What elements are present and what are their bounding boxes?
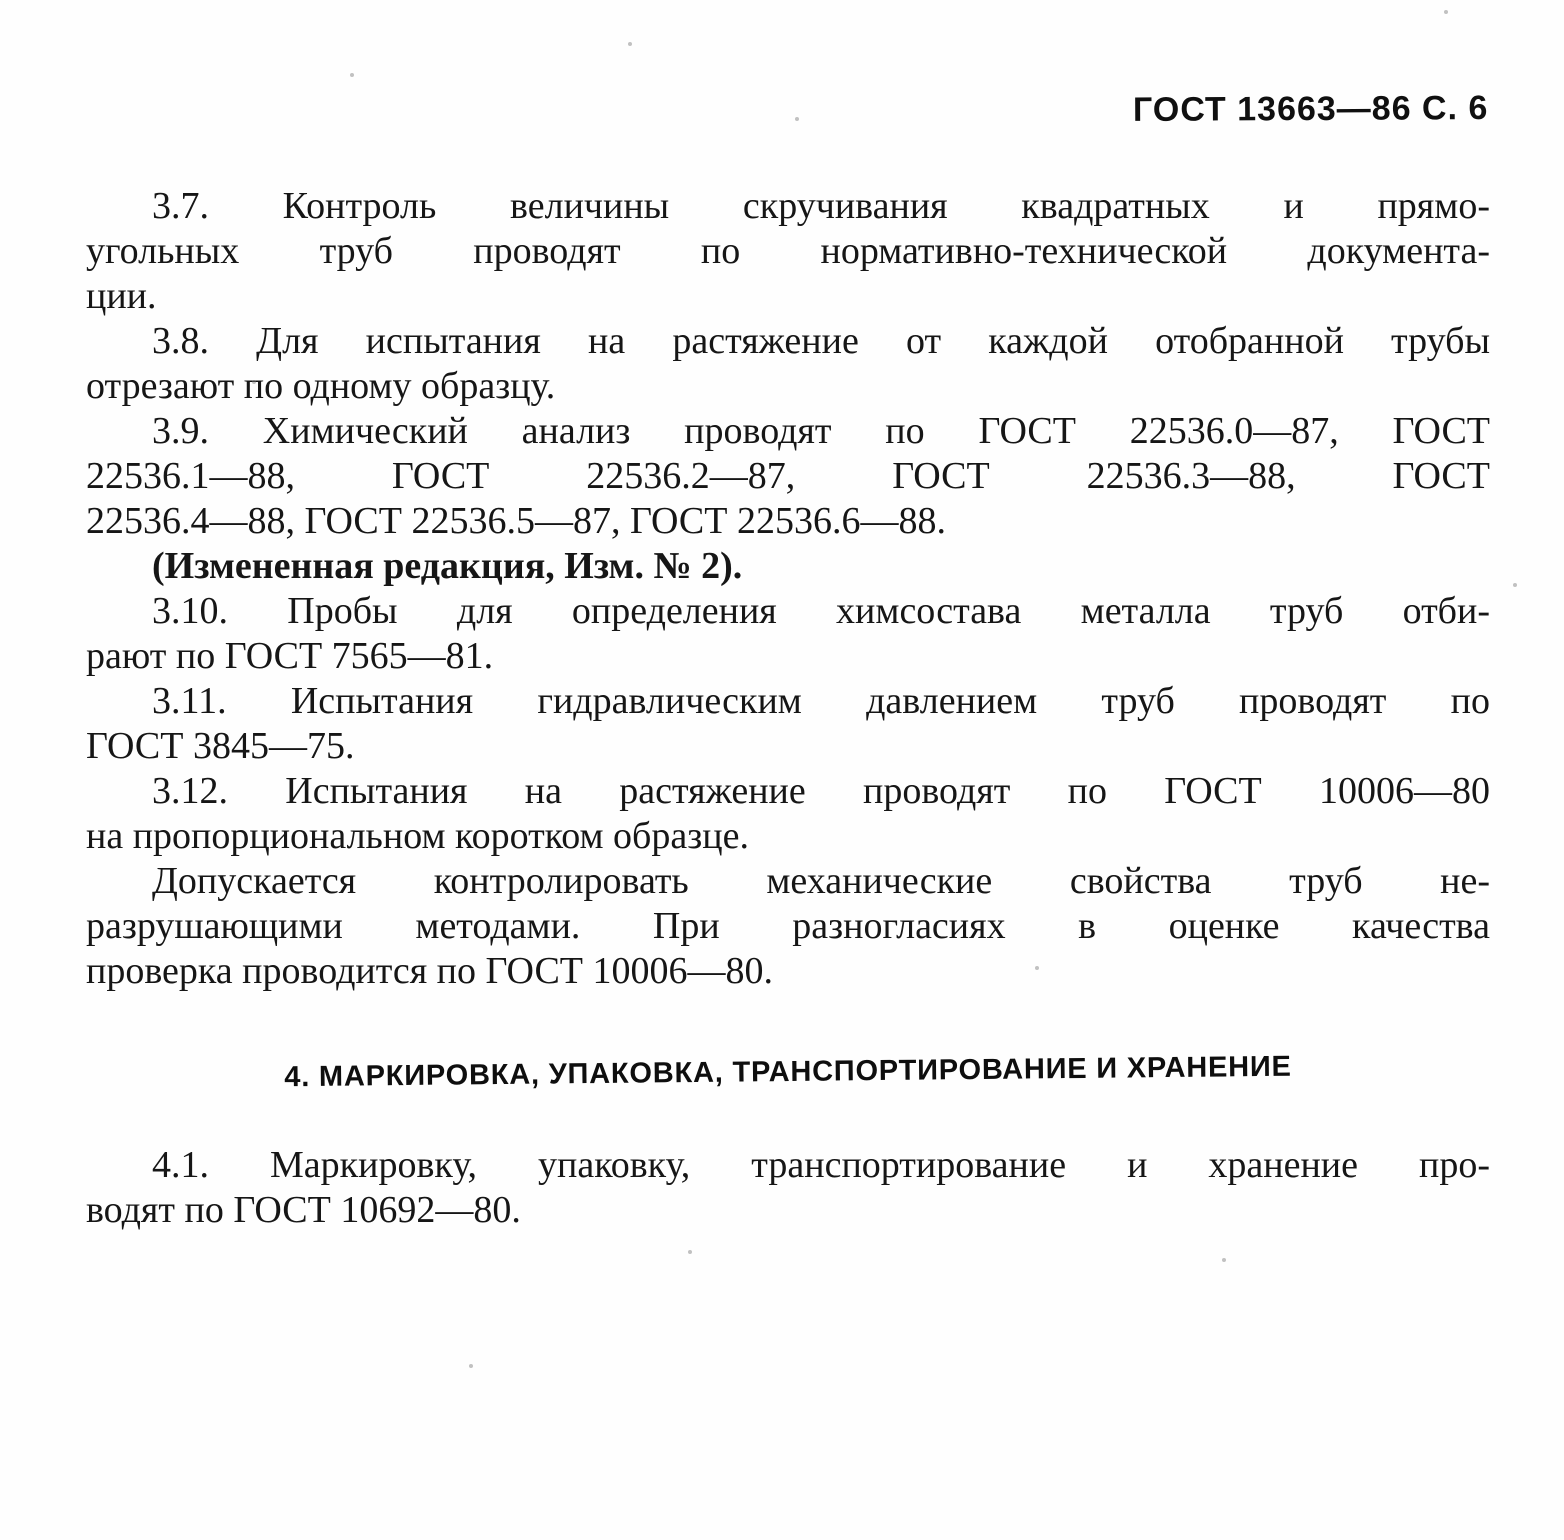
page-header-gost-number: ГОСТ 13663—86 С. 6 xyxy=(1132,89,1489,129)
text-line: 3.9. Химический анализ проводят по ГОСТ 22536.0—87, ГОСТ xyxy=(152,410,1490,452)
text-line: ГОСТ 3845—75. xyxy=(86,725,355,767)
text-line: 22536.1—88, ГОСТ 22536.2—87, ГОСТ 22536.3—88, ГОСТ xyxy=(86,455,1490,497)
text-line: на пропорциональном коротком образце. xyxy=(86,815,749,857)
scan-speck xyxy=(688,1250,692,1254)
scan-speck xyxy=(795,117,799,121)
text-line: 3.7. Контроль величины скручивания квадратных и прямо- xyxy=(152,185,1490,227)
scan-speck xyxy=(1222,1258,1226,1262)
text-line: водят по ГОСТ 10692—80. xyxy=(86,1189,521,1231)
para-4-1 xyxy=(86,1143,1490,1233)
para-3-11 xyxy=(86,679,1490,769)
scan-speck xyxy=(252,380,256,384)
scan-speck xyxy=(1513,583,1517,587)
text-line: угольных труб проводят по нормативно-технической документа- xyxy=(86,230,1490,272)
text-line: проверка проводится по ГОСТ 10006—80. xyxy=(86,950,774,992)
para-3-7 xyxy=(86,184,1490,319)
text-line: Допускается контролировать механические свойства труб не- xyxy=(152,860,1490,902)
text-line: рают по ГОСТ 7565—81. xyxy=(86,635,494,677)
scan-speck xyxy=(469,1364,473,1368)
para-3-9 xyxy=(86,409,1490,544)
scan-speck xyxy=(628,42,632,46)
text-line: 3.11. Испытания гидравлическим давлением труб проводят по xyxy=(152,680,1490,722)
text-line: 22536.4—88, ГОСТ 22536.5—87, ГОСТ 22536.6—88. xyxy=(86,500,946,542)
para-nondestructive xyxy=(86,859,1490,994)
document-body xyxy=(86,184,1490,1233)
text-line: 3.10. Пробы для определения химсостава металла труб отби- xyxy=(152,590,1490,632)
para-3-12 xyxy=(86,769,1490,859)
para-3-10 xyxy=(86,589,1490,679)
text-line: 3.8. Для испытания на растяжение от каждой отобранной трубы xyxy=(152,320,1490,362)
text-line: ции. xyxy=(86,275,157,317)
text-line: разрушающими методами. При разногласиях в оценке качества xyxy=(86,905,1490,947)
text-line: (Измененная редакция, Изм. № 2). xyxy=(152,545,743,587)
text-line: отрезают по одному образцу. xyxy=(86,365,556,407)
para-3-8 xyxy=(86,319,1490,409)
scan-speck xyxy=(1444,10,1448,14)
text-line: 4.1. Маркировку, упаковку, транспортирование и хранение про- xyxy=(152,1144,1490,1186)
text-line: 3.12. Испытания на растяжение проводят по ГОСТ 10006—80 xyxy=(152,770,1490,812)
section-4-heading: 4. МАРКИРОВКА, УПАКОВКА, ТРАНСПОРТИРОВАНИЕ И ХРАНЕНИЕ xyxy=(284,1050,1292,1094)
scan-speck xyxy=(350,73,354,77)
scan-speck xyxy=(1035,966,1039,970)
para-amendment-note xyxy=(86,544,1490,589)
